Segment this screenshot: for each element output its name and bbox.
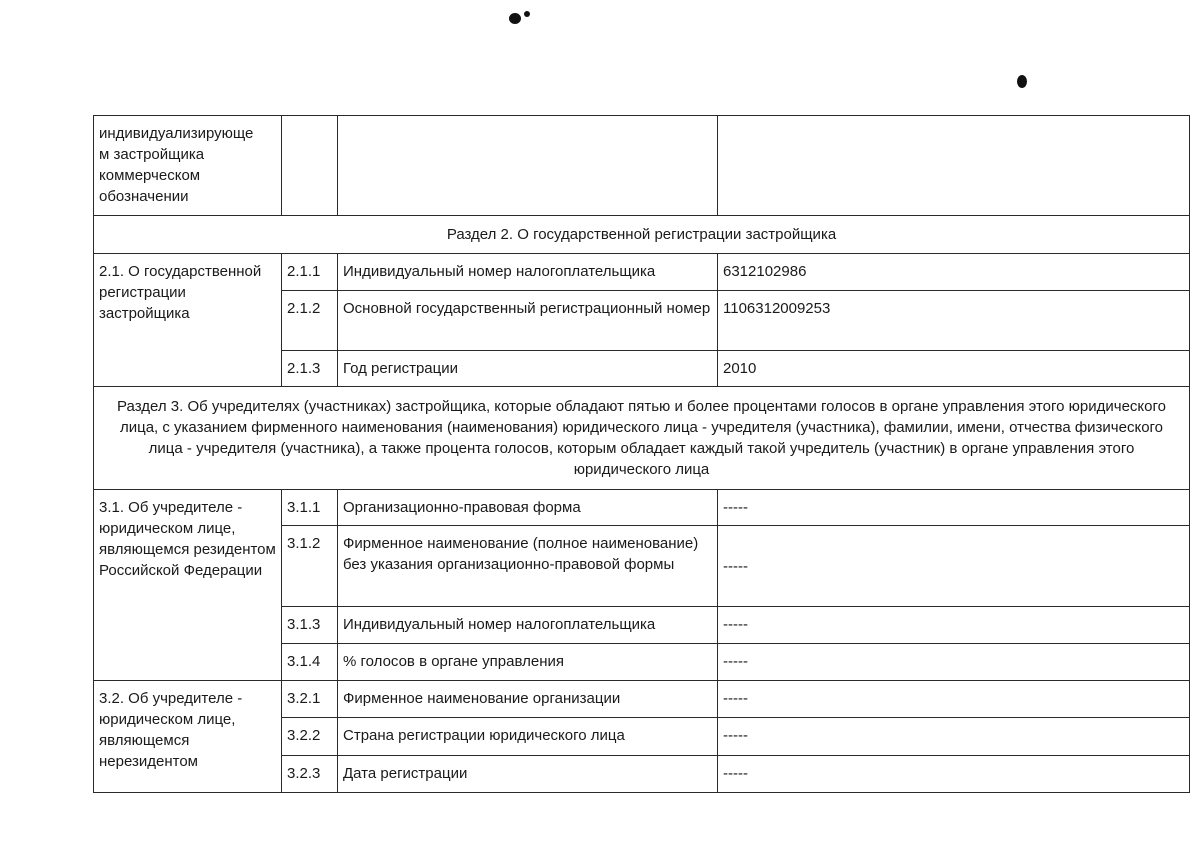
row-field (338, 116, 718, 216)
label-line: м застройщика (99, 146, 205, 163)
row-value: 1106312009253 (718, 291, 1190, 351)
row-number (282, 116, 338, 216)
row-field: Индивидуальный номер налогоплательщика (338, 254, 718, 291)
scan-speck (1017, 75, 1027, 88)
row-number: 3.2.1 (282, 681, 338, 718)
row-field: Индивидуальный номер налогоплательщика (338, 607, 718, 644)
row-field: Организационно-правовая форма (338, 490, 718, 526)
row-value: 6312102986 (718, 254, 1190, 291)
group-label-2-1: 2.1. О государственной регистрации застройщика (94, 254, 282, 387)
row-value: 2010 (718, 351, 1190, 387)
row-value: ----- (718, 644, 1190, 681)
table-row (94, 490, 1190, 526)
label-line: обозначении (99, 188, 189, 205)
label-line: коммерческом (99, 167, 201, 184)
scan-speck (524, 11, 530, 17)
row-label (94, 116, 282, 216)
section-header-row (94, 216, 1190, 254)
row-number: 3.2.3 (282, 756, 338, 793)
section-3-title: Раздел 3. Об учредителях (участниках) застройщика, которые обладают пятью и более процентами голосов в органе управления этого юридического лица, с указанием фирменного наименования (наименования) юридического лица - учредителя (участника), фамилии, имени, отчества физического лица - учредителя (участника), а также процента голосов, которым обладает каждый такой учредитель (участник) в органе управления этого юридического лица (94, 387, 1190, 490)
label-line: индивидуализирующе (99, 125, 254, 142)
group-label-3-1: 3.1. Об учредителе - юридическом лице, являющемся резидентом Российской Федерации (94, 490, 282, 681)
row-field: % голосов в органе управления (338, 644, 718, 681)
row-field: Фирменное наименование (полное наименование) без указания организационно-правовой формы (338, 526, 718, 607)
row-value: ----- (718, 607, 1190, 644)
scan-speck (509, 13, 521, 24)
section-2-title: Раздел 2. О государственной регистрации застройщика (94, 216, 1190, 254)
row-field: Основной государственный регистрационный номер (338, 291, 718, 351)
row-value: ----- (718, 526, 1190, 607)
row-number: 3.2.2 (282, 718, 338, 756)
row-number: 2.1.2 (282, 291, 338, 351)
row-number: 3.1.4 (282, 644, 338, 681)
table-row (94, 116, 1190, 216)
row-number: 3.1.3 (282, 607, 338, 644)
row-value: ----- (718, 490, 1190, 526)
row-value (718, 116, 1190, 216)
row-number: 2.1.1 (282, 254, 338, 291)
row-number: 2.1.3 (282, 351, 338, 387)
developer-declaration-table (93, 115, 1190, 793)
row-value: ----- (718, 718, 1190, 756)
row-number: 3.1.2 (282, 526, 338, 607)
row-value: ----- (718, 681, 1190, 718)
group-label-3-2: 3.2. Об учредителе - юридическом лице, являющемся нерезидентом (94, 681, 282, 793)
row-number: 3.1.1 (282, 490, 338, 526)
table-row (94, 681, 1190, 718)
section-header-row (94, 387, 1190, 490)
row-field: Дата регистрации (338, 756, 718, 793)
table-row (94, 254, 1190, 291)
row-value: ----- (718, 756, 1190, 793)
row-field: Фирменное наименование организации (338, 681, 718, 718)
row-field: Год регистрации (338, 351, 718, 387)
row-field: Страна регистрации юридического лица (338, 718, 718, 756)
